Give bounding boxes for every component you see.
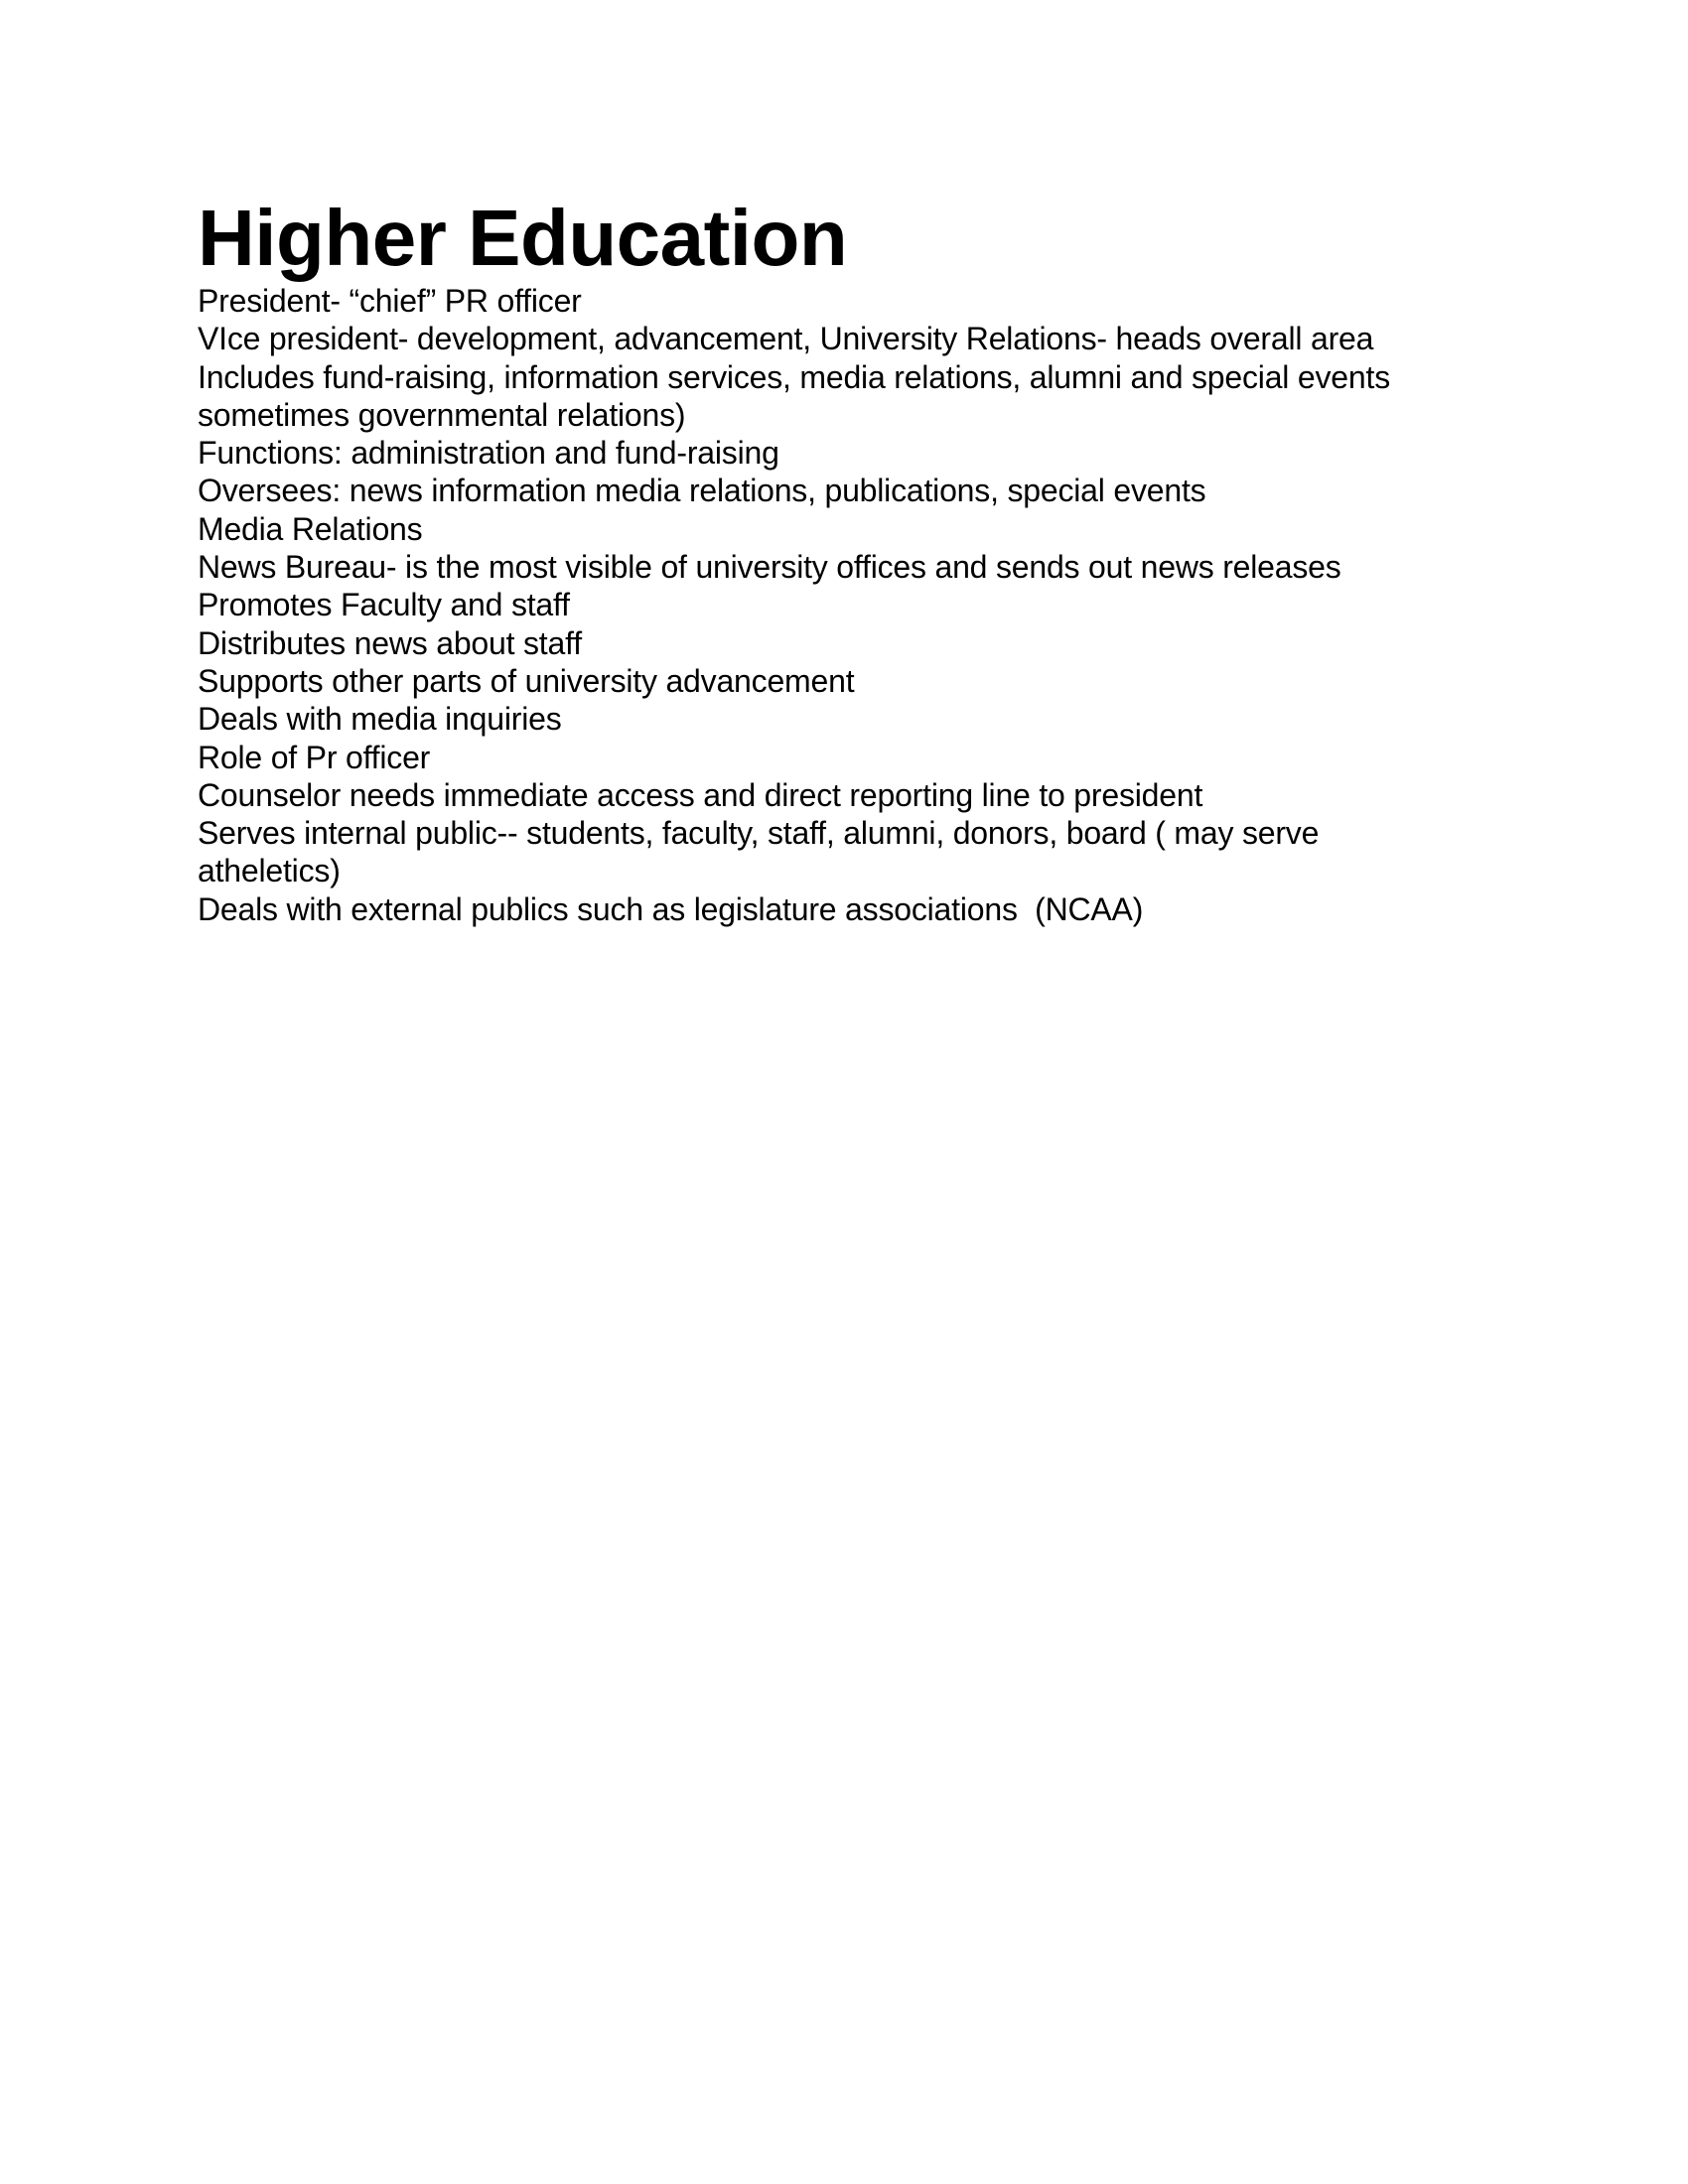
page-title: Higher Education (198, 194, 848, 282)
text-line: Includes fund-raising, information services, media relations, alumni and special events (198, 358, 1390, 395)
page-content (198, 195, 1488, 928)
text-line: Deals with external publics such as legislature associations (NCAA) (198, 890, 1144, 927)
text-line: Deals with media inquiries (198, 701, 562, 738)
text-line: News Bureau- is the most visible of university offices and sends out news releases (198, 549, 1341, 586)
text-line: sometimes governmental relations) (198, 396, 686, 433)
text-line: VIce president- development, advancement, University Relations- heads overall area (198, 321, 1374, 357)
text-lines (198, 282, 1488, 928)
text-line: Distributes news about staff (198, 624, 582, 661)
text-line: Oversees: news information media relations, publications, special events (198, 473, 1206, 509)
text-line: atheletics) (198, 853, 341, 889)
text-line: Supports other parts of university advancement (198, 662, 855, 699)
text-line: Functions: administration and fund-raising (198, 435, 779, 472)
text-line: Counselor needs immediate access and direct reporting line to president (198, 776, 1203, 813)
text-line: President- “chief” PR officer (198, 283, 582, 319)
text-line: Media Relations (198, 510, 423, 547)
text-line: Role of Pr officer (198, 739, 431, 775)
text-line: Serves internal public-- students, faculty, staff, alumni, donors, board ( may serve (198, 815, 1320, 852)
text-line: Promotes Faculty and staff (198, 587, 570, 623)
